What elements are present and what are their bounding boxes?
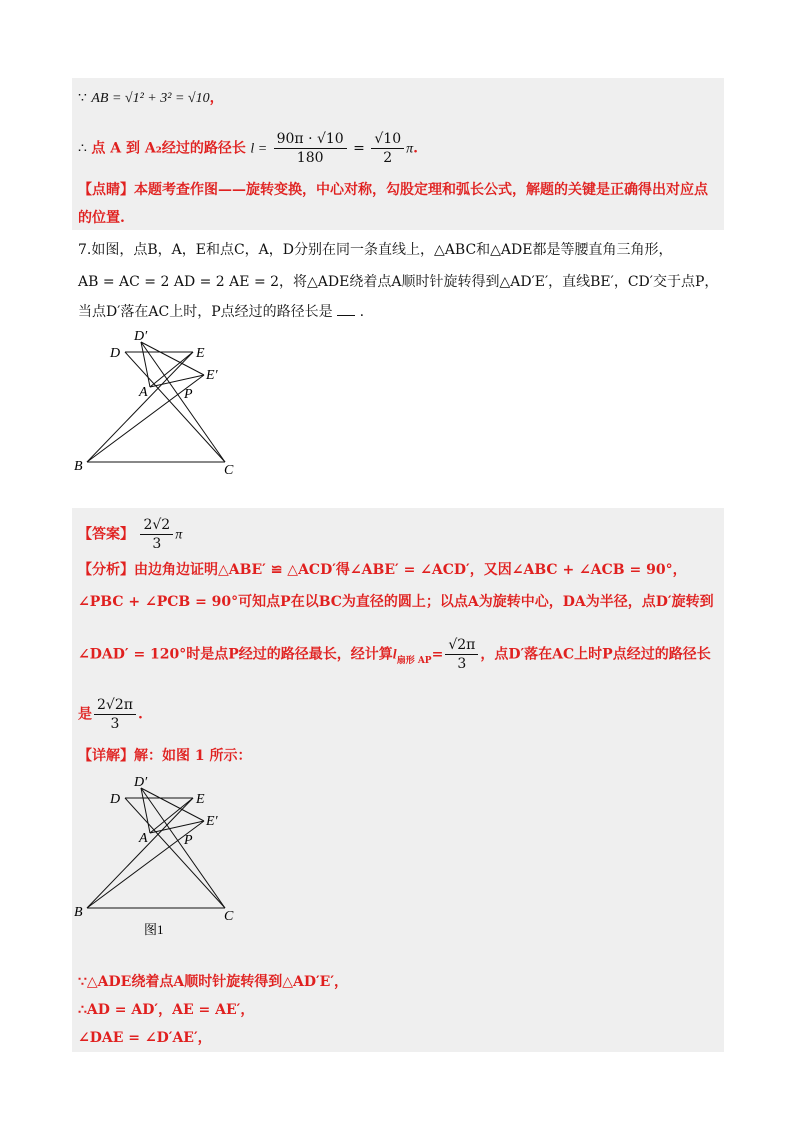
comma: ， <box>209 90 224 106</box>
analysis-line-2: ∠PBC + ∠PCB = 90°可知点P在以BC为直径的圆上；以点A为旋转中心，DA为半径，点D′旋转到 <box>78 594 714 610</box>
label-b: B <box>74 459 83 474</box>
l-symbol: l = <box>250 141 268 157</box>
label-a: A <box>139 385 148 400</box>
label-e: E <box>196 346 205 361</box>
analysis-line-3: ∠DAD′ = 120°时是点P经过的路径最长，经计算$l_{扇形 AP}=$ $\frac{√2\pi}{3}$ ，点D′落在AC上时P点经过的路径长 <box>78 637 711 672</box>
question-line-1: 7.如图，点B，A，E和点C，A，D分别在同一条直线上，△ABC和△ADE都是等腰直角三角形， <box>78 242 673 258</box>
label-e: E <box>196 792 205 807</box>
label-d: D <box>110 792 121 807</box>
label-d-prime: D′ <box>134 775 148 790</box>
path-text: 点 A 到 A₂经过的路径长 <box>91 140 246 157</box>
proof-line-3: ∠DAE = ∠D′AE′， <box>78 1030 212 1046</box>
label-c: C <box>224 463 234 476</box>
label-e-prime: E′ <box>206 368 218 383</box>
comment-line-2: 的位置. <box>78 210 125 226</box>
geometry-figure-1 <box>70 326 250 476</box>
analysis-line-1: 【分析】由边角边证明△ABE′ ≌ △ACD′得∠ABE′ = ∠ACD′，又因∠ABC + ∠ACB = 90°， <box>78 562 687 578</box>
analysis-line-4: 是 $\frac{2√2\pi}{3}$ . <box>78 697 143 732</box>
equals: = <box>353 140 365 157</box>
label-e-prime: E′ <box>206 814 218 829</box>
sector-fraction: $\frac{√2\pi}{3}$ <box>445 636 478 673</box>
detail-line: 【详解】解：如图 1 所示： <box>78 748 252 764</box>
label-d: D <box>110 346 121 361</box>
figure-caption: 图1 <box>144 922 164 937</box>
analysis-tag: 【分析】 <box>78 562 134 578</box>
therefore-symbol: ∴ <box>78 140 87 157</box>
answer-line: 【答案】 $\frac{2√2}{3}$ π <box>78 517 183 552</box>
answer-fraction: $\frac{2√2}{3}$ <box>140 516 173 553</box>
label-p: P <box>184 833 193 848</box>
question-line-2: AB = AC = 2 AD = 2 AE = 2，将△ADE绕着点A顺时针旋转得到△AD′E′，直线BE′，CD′交于点P， <box>78 274 719 290</box>
answer-blank <box>337 303 355 316</box>
line-ab-value <box>78 88 224 109</box>
proof-line-1: ∵△ADE绕着点A顺时针旋转得到△AD′E′， <box>78 974 349 990</box>
question-line-3: 当点D′落在AC上时，P点经过的路径长是 . <box>78 304 365 320</box>
line-path-length: ∴ 点 A 到 A₂经过的路径长 l = $\frac{90\pi \cdot √10}{180}$ = $\frac{√10}{2}$ π. <box>78 131 418 166</box>
comment-line-1: 【点睛】本题考查作图——旋转变换，中心对称，勾股定理和弧长公式，解题的关键是正确得出对应点 <box>78 182 708 198</box>
geometry-figure-2 <box>70 770 250 940</box>
fraction-result: $\frac{√10}{2}$ <box>371 130 404 167</box>
answer-tag: 【答案】 <box>78 526 134 543</box>
detail-tag: 【详解】 <box>78 748 134 764</box>
label-b: B <box>74 905 83 920</box>
label-c: C <box>224 909 234 924</box>
label-a: A <box>139 831 148 846</box>
because-symbol: ∵ <box>78 90 87 106</box>
label-p: P <box>184 387 193 402</box>
proof-line-2: ∴AD = AD′，AE = AE′， <box>78 1002 255 1018</box>
fraction-arc: $\frac{90\pi \cdot √10}{180}$ <box>274 130 347 167</box>
result-fraction: $\frac{2√2\pi}{3}$ <box>94 696 136 733</box>
comment-tag: 【点睛】 <box>78 182 134 198</box>
pi: π <box>406 141 414 157</box>
label-d-prime: D′ <box>134 329 148 344</box>
ab-expression: AB = √1² + 3² = √10 <box>91 91 210 106</box>
